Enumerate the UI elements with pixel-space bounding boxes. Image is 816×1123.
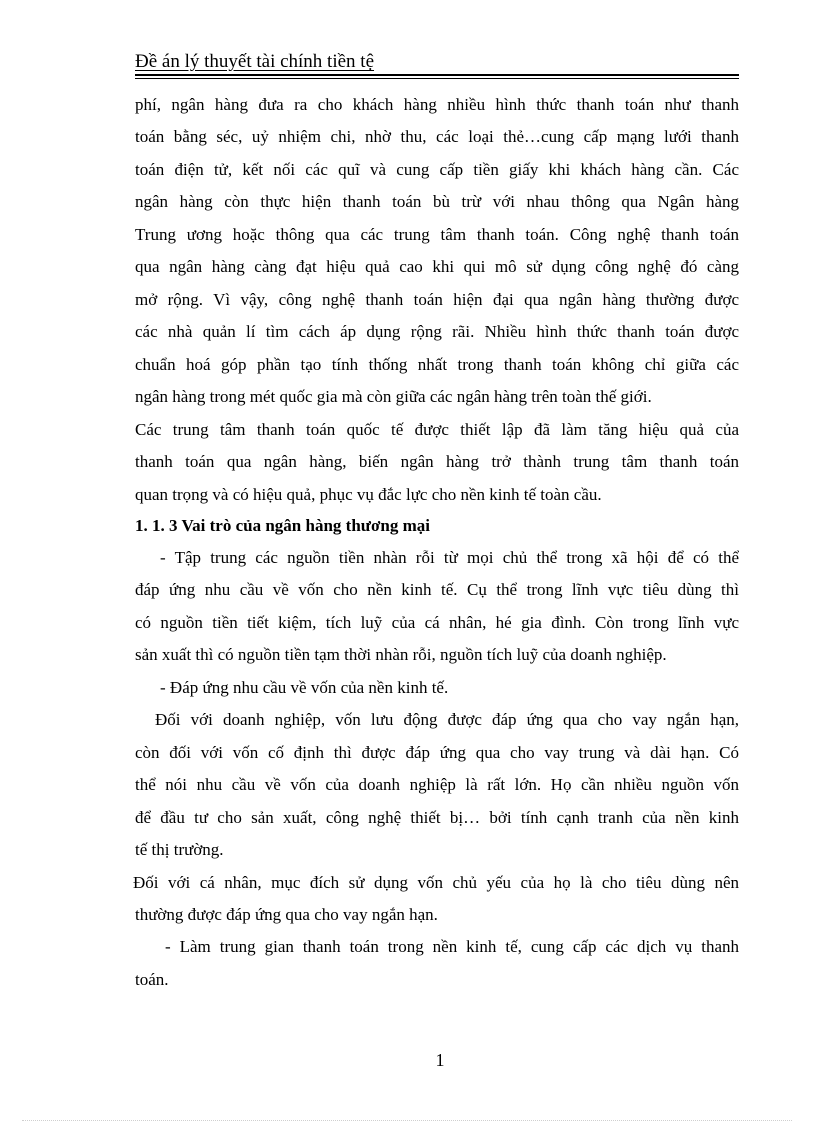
body-line: tế thị trường. (135, 840, 224, 859)
body-line: có nguồn tiền tiết kiệm, tích luỹ của cá nhân, hé gia đình. Còn trong lĩnh vực (135, 613, 739, 632)
bullet-line: - Làm trung gian thanh toán trong nền kinh tế, cung cấp các dịch vụ thanh (165, 937, 739, 956)
body-line: các nhà quản lí tìm cách áp dụng rộng rãi. Nhiều hình thức thanh toán được (135, 322, 739, 341)
body-line: toán điện tử, kết nối các quĩ và cung cấp tiền giấy khi khách hàng cần. Các (135, 160, 739, 179)
body-line: sản xuất thì có nguồn tiền tạm thời nhàn rỗi, nguồn tích luỹ của doanh nghiệp. (135, 645, 667, 664)
body-line: Các trung tâm thanh toán quốc tế được thiết lập đã làm tăng hiệu quả của (135, 420, 739, 439)
section-heading: 1. 1. 3 Vai trò của ngân hàng thương mại (135, 516, 430, 535)
body-line: phí, ngân hàng đưa ra cho khách hàng nhiều hình thức thanh toán như thanh (135, 95, 739, 114)
body-line: thể nói nhu cầu về vốn của doanh nghiệp là rất lớn. Họ cần nhiều nguồn vốn (135, 775, 739, 794)
body-line: còn đối với vốn cố định thì được đáp ứng qua cho vay trung và dài hạn. Có (135, 743, 739, 762)
body-line: qua ngân hàng càng đạt hiệu quả cao khi qui mô sử dụng công nghệ đó càng (135, 257, 739, 276)
page-header (135, 50, 739, 74)
header-rule-thin (135, 78, 739, 79)
header-rule-thick (135, 74, 739, 76)
body-line: mở rộng. Vì vậy, công nghệ thanh toán hiện đại qua ngân hàng thường được (135, 290, 739, 309)
body-line: Trung ương hoặc thông qua các trung tâm thanh toán. Công nghệ thanh toán (135, 225, 739, 244)
body-line: chuẩn hoá góp phần tạo tính thống nhất trong thanh toán không chỉ giữa các (135, 355, 739, 374)
body-line: toán. (135, 970, 169, 989)
body-line: ngân hàng còn thực hiện thanh toán bù trừ với nhau thông qua Ngân hàng (135, 192, 739, 211)
body-line: quan trọng và có hiệu quả, phục vụ đắc lực cho nền kinh tế toàn cầu. (135, 485, 602, 504)
body-line: thanh toán qua ngân hàng, biến ngân hàng trở thành trung tâm thanh toán (135, 452, 739, 471)
body-line: đáp ứng nhu cầu về vốn cho nền kinh tế. Cụ thể trong lĩnh vực tiêu dùng thì (135, 580, 739, 599)
bullet-line: - Đáp ứng nhu cầu về vốn của nền kinh tế. (160, 678, 449, 697)
body-line: toán bằng séc, uỷ nhiệm chi, nhờ thu, các loại thẻ…cung cấp mạng lưới thanh (135, 127, 739, 146)
page-number: 1 (435, 1050, 445, 1070)
body-line: ngân hàng trong mét quốc gia mà còn giữa các ngân hàng trên toàn thế giới. (135, 387, 652, 406)
page-bottom-border (22, 1120, 792, 1121)
body-line: để đầu tư cho sản xuất, công nghệ thiết bị… bởi tính cạnh tranh của nền kinh (135, 808, 739, 827)
body-line: Đối với doanh nghiệp, vốn lưu động được đáp ứng qua cho vay ngắn hạn, (155, 710, 739, 729)
body-line: - Tập trung các nguồn tiền nhàn rỗi từ mọi chủ thể trong xã hội để có thể (160, 548, 739, 567)
body-line: thường được đáp ứng qua cho vay ngắn hạn. (135, 905, 438, 924)
body-line: Đối với cá nhân, mục đích sử dụng vốn chủ yếu của họ là cho tiêu dùng nên (133, 873, 739, 892)
header-title: Đề án lý thuyết tài chính tiền tệ (135, 51, 375, 72)
